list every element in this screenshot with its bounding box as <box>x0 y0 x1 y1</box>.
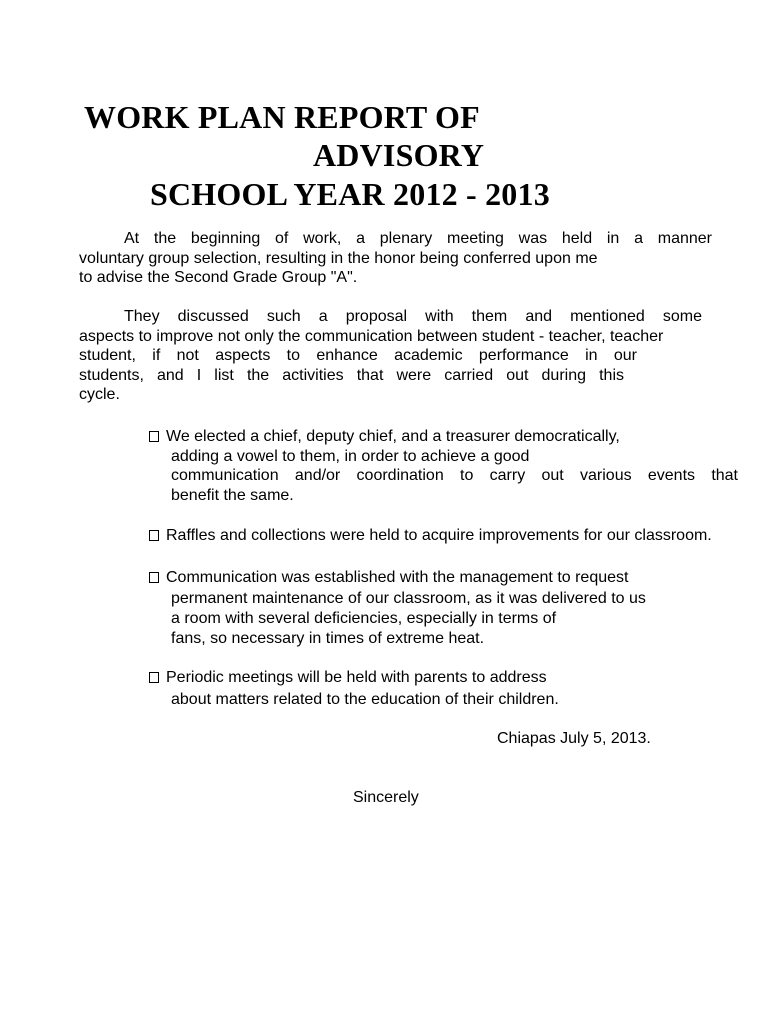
title-line-2: ADVISORY <box>313 137 485 173</box>
bullet-1-line-4: benefit the same. <box>171 487 294 504</box>
bullet-1-line-1: We elected a chief, deputy chief, and a treasurer democratically, <box>166 428 620 445</box>
paragraph-2-line-5: cycle. <box>79 386 120 403</box>
bullet-3-line-3: a room with several deficiencies, especially in terms of <box>171 610 557 627</box>
bullet-4-line-1: Periodic meetings will be held with parents to address <box>166 669 547 686</box>
title-line-1: WORK PLAN REPORT OF <box>84 99 480 135</box>
paragraph-2-line-4: students, and I list the activities that were carried out during this <box>79 367 624 384</box>
square-bullet-icon <box>149 572 159 583</box>
place-date: Chiapas July 5, 2013. <box>497 730 651 747</box>
bullet-4-line-2: about matters related to the education of their children. <box>171 691 559 708</box>
square-bullet-icon <box>149 431 159 442</box>
bullet-3-line-4: fans, so necessary in times of extreme heat. <box>171 630 485 647</box>
paragraph-2-line-1: They discussed such a proposal with them and mentioned some <box>124 308 702 325</box>
paragraph-1-line-2: voluntary group selection, resulting in the honor being conferred upon me <box>79 250 598 267</box>
paragraph-2-line-2: aspects to improve not only the communication between student - teacher, teacher <box>79 328 664 345</box>
bullet-3-line-2: permanent maintenance of our classroom, as it was delivered to us <box>171 590 646 607</box>
title-line-3: SCHOOL YEAR 2012 - 2013 <box>150 176 550 212</box>
bullet-1-line-2: adding a vowel to them, in order to achieve a good <box>171 448 530 465</box>
closing-sincerely: Sincerely <box>353 789 419 806</box>
bullet-2-line-1: Raffles and collections were held to acquire improvements for our classroom. <box>166 527 712 544</box>
paragraph-1-line-3: to advise the Second Grade Group "A". <box>79 269 358 286</box>
paragraph-2-line-3: student, if not aspects to enhance academic performance in our <box>79 347 637 364</box>
square-bullet-icon <box>149 672 159 683</box>
square-bullet-icon <box>149 530 159 541</box>
paragraph-1-line-1: At the beginning of work, a plenary meeting was held in a manner <box>124 230 712 247</box>
bullet-3-line-1: Communication was established with the management to request <box>166 569 629 586</box>
bullet-1-line-3: communication and/or coordination to carry out various events that <box>171 467 738 484</box>
